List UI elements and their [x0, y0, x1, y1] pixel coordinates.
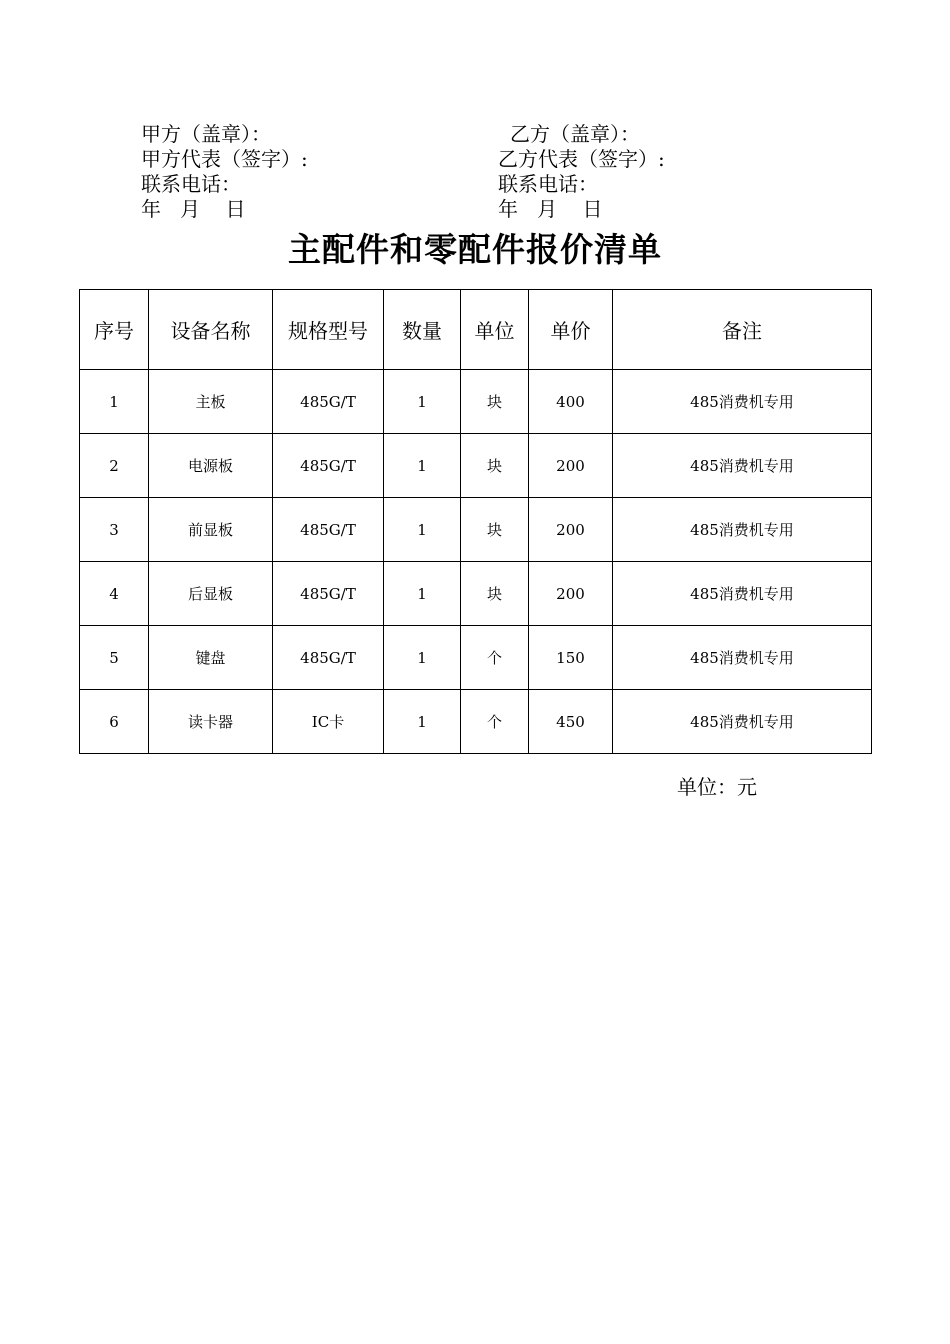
- cell-unit-price: 200: [529, 562, 613, 626]
- cell-remarks: 485消费机专用: [613, 434, 872, 498]
- cell-model: 485G/T: [273, 626, 384, 690]
- cell-unit-price: 400: [529, 370, 613, 434]
- cell-remarks: 485消费机专用: [613, 690, 872, 754]
- header-remarks: 备注: [613, 290, 872, 370]
- cell-model: 485G/T: [273, 562, 384, 626]
- party-a-date-label: 年 月 日: [141, 197, 246, 221]
- cell-serial-number: 6: [80, 690, 149, 754]
- table-row: [80, 370, 872, 434]
- currency-unit-note: 单位：元: [677, 775, 757, 799]
- cell-serial-number: 1: [80, 370, 149, 434]
- cell-unit: 块: [461, 562, 529, 626]
- cell-unit: 个: [461, 690, 529, 754]
- cell-unit: 块: [461, 498, 529, 562]
- cell-unit: 个: [461, 626, 529, 690]
- party-a-representative-label: 甲方代表（签字）:: [141, 147, 308, 171]
- cell-device-name: 电源板: [149, 434, 273, 498]
- header-serial-number: 序号: [80, 290, 149, 370]
- cell-model: 485G/T: [273, 370, 384, 434]
- cell-model: 485G/T: [273, 498, 384, 562]
- cell-remarks: 485消费机专用: [613, 498, 872, 562]
- cell-quantity: 1: [384, 498, 461, 562]
- cell-unit-price: 450: [529, 690, 613, 754]
- cell-serial-number: 4: [80, 562, 149, 626]
- table-header-row: [80, 290, 872, 370]
- party-a-phone-label: 联系电话：: [141, 172, 241, 196]
- table-row: [80, 434, 872, 498]
- cell-quantity: 1: [384, 690, 461, 754]
- cell-quantity: 1: [384, 626, 461, 690]
- price-quote-table: [79, 289, 872, 754]
- cell-serial-number: 2: [80, 434, 149, 498]
- party-b-representative-label: 乙方代表（签字）:: [498, 147, 665, 171]
- cell-unit-price: 200: [529, 498, 613, 562]
- cell-quantity: 1: [384, 370, 461, 434]
- party-a-signature-block: [141, 122, 308, 222]
- cell-remarks: 485消费机专用: [613, 370, 872, 434]
- party-b-seal-label: 乙方（盖章）：: [510, 122, 640, 146]
- cell-device-name: 后显板: [149, 562, 273, 626]
- party-b-date-label: 年 月 日: [498, 197, 603, 221]
- cell-model: 485G/T: [273, 434, 384, 498]
- cell-unit-price: 200: [529, 434, 613, 498]
- party-b-phone-label: 联系电话：: [498, 172, 598, 196]
- cell-unit: 块: [461, 370, 529, 434]
- cell-quantity: 1: [384, 562, 461, 626]
- header-quantity: 数量: [384, 290, 461, 370]
- cell-serial-number: 5: [80, 626, 149, 690]
- cell-device-name: 主板: [149, 370, 273, 434]
- party-b-signature-block: [498, 122, 665, 222]
- table-row: [80, 498, 872, 562]
- document-title: 主配件和零配件报价清单: [288, 230, 662, 269]
- cell-model: IC卡: [273, 690, 384, 754]
- header-model: 规格型号: [273, 290, 384, 370]
- cell-unit-price: 150: [529, 626, 613, 690]
- header-device-name: 设备名称: [149, 290, 273, 370]
- header-unit: 单位: [461, 290, 529, 370]
- cell-device-name: 前显板: [149, 498, 273, 562]
- table-row: [80, 690, 872, 754]
- cell-quantity: 1: [384, 434, 461, 498]
- cell-device-name: 读卡器: [149, 690, 273, 754]
- party-a-seal-label: 甲方（盖章）：: [141, 122, 271, 146]
- table-row: [80, 626, 872, 690]
- cell-remarks: 485消费机专用: [613, 562, 872, 626]
- cell-serial-number: 3: [80, 498, 149, 562]
- cell-unit: 块: [461, 434, 529, 498]
- table-row: [80, 562, 872, 626]
- cell-remarks: 485消费机专用: [613, 626, 872, 690]
- header-unit-price: 单价: [529, 290, 613, 370]
- cell-device-name: 键盘: [149, 626, 273, 690]
